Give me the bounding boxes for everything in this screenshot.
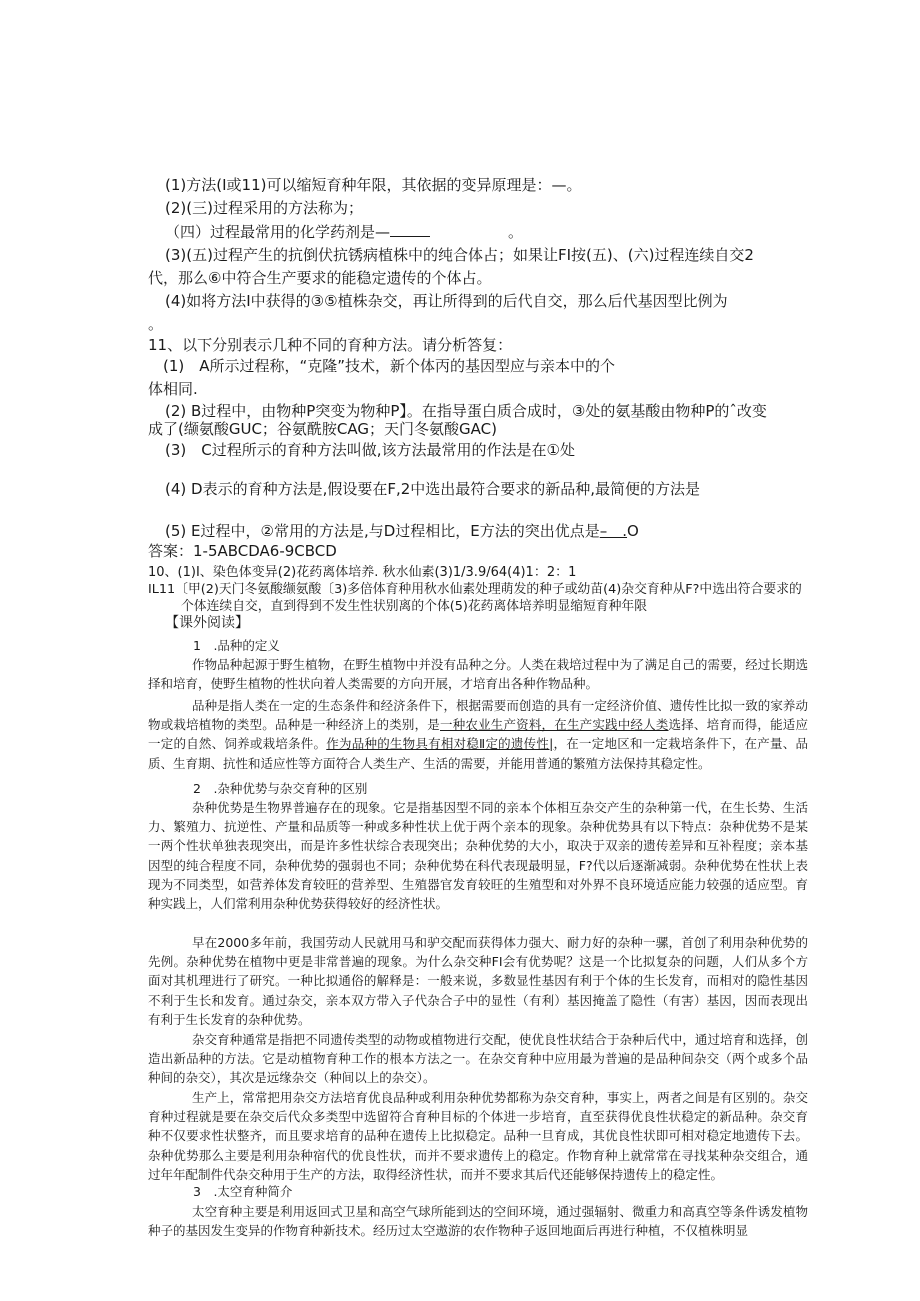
q10-part4: (4)如将方法I中获得的③⑤植株杂交，再让所得到的后代自交，那么后代基因型比例为 [165,292,728,310]
q11-part-a: (1) A所示过程称，“克隆”技术，新个体丙的基因型应与亲本中的个 [163,357,616,375]
q11-part-b-cont: 成了(缬氨酸GUC；谷氨酰胺CAG；天门冬氨酸GAC) [148,420,497,438]
q11-part-e-end: O [627,522,639,540]
answers-line3: IL11〔甲(2)天门冬氨酸缬氨酸〔3)多倍体育种用秋水仙素处理萌发的种子或幼苗(4)杂交育种从F?中选出符合要求的 [148,582,802,597]
underlined-text: 一种农业生产资料，在生产实践中经人类 [440,717,669,733]
q10-part3: (3)(五)过程产生的抗倒伏抗锈病植株中的纯合体占；如果让FI按(五)、(六)过程连续自交2 [165,246,754,264]
paragraph: 作物品种起源于野生植物，在野生植物中并没有品种之分。人类在栽培过程中为了满足自己的需要，经过长期选择和培育，使野生植物的性状向着人类需要的方向开展，才培育出各种作物品种。 [148,657,808,692]
paragraph: 早在2000多年前，我国劳动人民就用马和驴交配而获得体力强大、耐力好的杂种一骡，首创了利用杂种优势的先例。杂种优势在植物中更是非常普遍的现象。为什么杂交种FI会有优势呢？这是一个比拟复杂的问题，人们从多个方面对其机理进行了研究。一种比拟通俗的解释是：一般来说，多数显性基因有利于个体的生长发育，而相对的隐性基因不利于生长和发育。通过杂交，亲本双方带入子代杂合子中的显性（有利）基因掩盖了隐性（有害）基因，因而表现出有利于生长发育的杂种优势。 [148,935,808,1027]
q11-part-e [165,520,639,542]
answers-line2: 10、(1)I、染色体变异(2)花药离体培养. 秋水仙素(3)1/3.9/64(4)1：2：1 [148,565,577,580]
section-heading: 1 .品种的定义 [193,638,280,653]
q11-part-d: (4) D表示的育种方法是,假设要在F,2中选出最符合要求的新品种,最简便的方法是 [165,480,701,498]
underlined-text: 作为品种的生物具有相对稳Ⅱ定的遗传性| [326,736,554,752]
section-heading: 3 .太空育种简介 [193,1184,293,1199]
paragraph [148,696,808,773]
answers-line1: 答案：1-5ABCDA6-9CBCD [148,542,337,560]
q10-part4-cont: 。 [148,315,164,333]
paragraph: 太空育种主要是利用返回式卫星和高空气球所能到达的空间环境，通过强辐射、微重力和高真空等条件诱发植物种子的基因发生变异的作物育种新技术。经历过太空遨游的农作物种子返回地面后再进行种植，不仅植株明显 [148,1204,808,1239]
paragraph-text: ，在一定地区和一定栽培条件下，在产量、品质、生育期、抗性和适应性等方面符合人类生产、生活的需要，并能用普通的繁殖方法保持其稳定性。 [148,736,808,771]
q10-part2-reagent [165,221,523,243]
q10-part3-cont: 代，那么⑥中符合生产要求的能稳定遗传的个体占。 [148,269,492,287]
q10-part2: (2)(三)过程采用的方法称为； [165,199,363,217]
paragraph-text: 选择、培育而得，能适应一定的自然、饲养或栽培条件。 [148,717,808,752]
q11-heading: 11、以下分别表示几种不同的育种方法。请分析答复： [148,336,513,354]
paragraph-text: 品种是指人类在一定的生态条件和经济条件下，根据需要而创造的具有一定经济价值、遗传性比拟一致的家养动物或栽培植物的类型。品种是一种经济上的类别，是 [148,698,808,733]
answer-blank [390,222,430,237]
reading-title: 【课外阅读】 [165,615,249,631]
q11-part-b: (2) B过程中，由物种P突变为物种P】。在指导蛋白质合成时，③处的氨基酸由物种P的ˆ改变 [165,402,767,420]
section-heading: 2 .杂种优势与杂交育种的区别 [193,781,368,796]
q10-reagent-text: （四）过程最常用的化学药剂是— [165,223,391,241]
paragraph: 杂种优势是生物界普遍存在的现象。它是指基因型不同的亲本个体相互杂交产生的杂种第一代，在生长势、生活力、繁殖力、抗逆性、产量和品质等一种或多种性状上优于两个亲本的现象。杂种优势具有以下特点：杂种优势不是某一两个性状单独表现突出，而是许多性状综合表现突出；杂种优势的大小，取决于双亲的遗传差异和互补程度；亲本基因型的纯合程度不同，杂种优势的强弱也不同；杂种优势在科代表现最明显，F?代以后逐渐减弱。杂种优势在性状上表现为不同类型，如营养体发育较旺的营养型、生殖器官发育较旺的生殖型和对外界不良环境适应能力较强的适应型。育种实践上，人们常利用杂种优势获得较好的经济性状。 [148,800,808,912]
paragraph: 杂交育种通常是指把不同遗传类型的动物或植物进行交配，使优良性状结合于杂种后代中，通过培育和选择，创造出新品种的方法。它是动植物育种工作的根本方法之一。在杂交育种中应用最为普遍的是品种间杂交（两个或多个品种间的杂交），其次是远缘杂交（种间以上的杂交）。 [148,1032,808,1086]
q10-reagent-end: 。 [508,223,524,241]
q11-part-a-cont: 体相同. [148,380,198,398]
paragraph: 生产上，常常把用杂交方法培育优良品种或利用杂种优势都称为杂交育种，事实上，两者之间是有区别的。杂交育种过程就是要在杂交后代众多类型中选留符合育种目标的个体进一步培育，直至获得优良性状稳定的新品种。杂交育种不仅要求性状整齐，而且要求培育的品种在遗传上比拟稳定。品种一旦育成，其优良性状即可相对稳定地遗传下去。杂种优势那么主要是利用杂种宿代的优良性状，而并不要求遗传上的稳定。作物育种上就常常在寻找某种杂交组合，通过年年配制件代杂交种用于生产的方法，取得经济性状，而并不要求其后代还能够保持遗传上的稳定性。 [148,1090,808,1182]
q11-part-e-text: (5) E过程中，②常用的方法是,与D过程相比，E方法的突出优点是 [165,522,600,540]
answer-blank: – . [599,522,628,540]
q11-part-c: (3) C过程所示的育种方法叫做,该方法最常用的作法是在①处 [165,441,575,459]
answers-line4: 个体连续自交，直到得到不发生性状别离的个体(5)花药离体培养明显缩短育种年限 [181,599,648,614]
q10-part1: (1)方法(I或11)可以缩短育种年限，其依据的变异原理是：—。 [165,176,582,194]
